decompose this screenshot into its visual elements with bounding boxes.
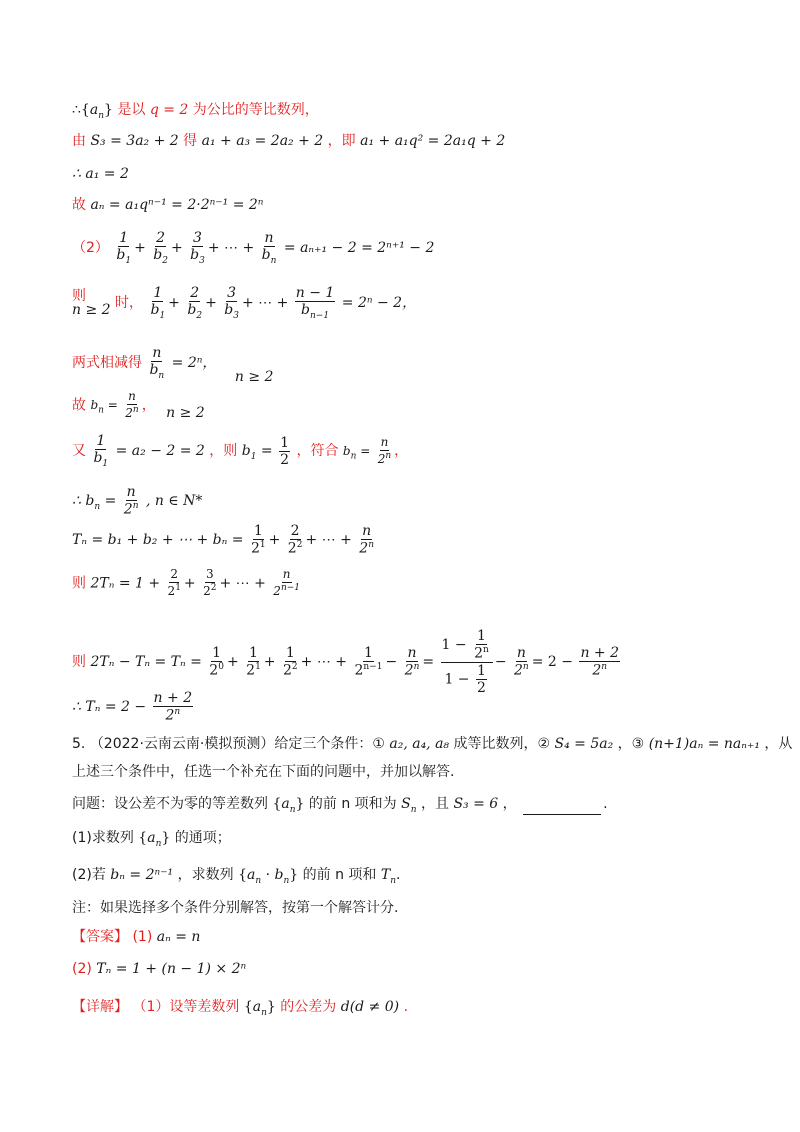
expr-ratio: = 2ⁿ，: [171, 355, 217, 372]
answer-1-number: (1): [132, 929, 153, 945]
line-12: 则 2Tₙ = 1 + $\frac{2}{2^1}$ + $\frac{3}{2^2}$ + ⋯ + $\frac{n}{2^{n-1}}$: [72, 567, 301, 598]
line-6: 则 n ≥ 2 时， $\frac{1}{b_1}$ + $\frac{2}{b_2}$ + $\frac{3}{b_3}$ + ⋯ + $\frac{n - 1}{b_{n-1}}$ = 2ⁿ − 2，: [72, 285, 417, 321]
question-text: 问题：设公差不为零的等差数列: [72, 796, 268, 812]
part-1-text-2: 的通项；: [174, 830, 231, 846]
expr-2tn: 2Tₙ = 1 +: [90, 575, 161, 592]
expr-s3: S₃ = 3a₂ + 2: [90, 133, 179, 149]
text-therefore: 故: [72, 397, 86, 414]
fill-in-blank: [523, 814, 601, 815]
expr-a1a3: a₁ + a₃ = 2a₂ + 2: [201, 133, 324, 149]
expr-domain: , n ∈ N*: [145, 492, 203, 509]
part-1-question: (1)求数列 $\{a_n\}$ 的通项；: [72, 830, 231, 849]
answer-1: aₙ = n: [156, 929, 201, 945]
condition-2-text: ，③: [617, 736, 645, 752]
problem-5-line-2: 上述三个条件中，任选一个补充在下面的问题中，并加以解答.: [72, 764, 455, 780]
condition-3-text: ，从: [764, 736, 793, 752]
text-matches: ，符合: [296, 443, 339, 460]
answer-2-number: (2): [72, 961, 92, 977]
part-2-period: .: [396, 867, 401, 883]
text-then-b1: ，则: [209, 443, 238, 460]
question-text-3: ，且: [420, 796, 449, 812]
cond-n-ge-2: n ≥ 2: [72, 302, 111, 319]
answer-tag: 【答案】: [72, 929, 128, 945]
part-2-label: （2）: [72, 240, 109, 257]
text-therefore: 故: [72, 197, 86, 213]
text-then: 则: [72, 288, 86, 305]
expr-tn-def: Tₙ = b₁ + b₂ + ⋯ + bₙ =: [72, 531, 244, 548]
text-then: 则: [72, 575, 86, 592]
bn-definition: bₙ = 2ⁿ⁻¹: [110, 867, 174, 883]
line-4: [72, 198, 263, 212]
detail-tag: 【详解】: [72, 999, 128, 1015]
part-2-text-2: ，求数列: [177, 867, 234, 883]
therefore-sequence: $\therefore\{a_n\}$: [72, 102, 113, 121]
detail-text-2: 的公差为: [280, 999, 337, 1015]
text-also: 又: [72, 443, 86, 460]
text-is: 是以: [117, 102, 146, 118]
question-text-2: 的前 n 项和为: [308, 796, 397, 812]
text-when: 时，: [115, 295, 144, 312]
expr-difference: 2Tₙ − Tₙ = Tₙ =: [90, 654, 202, 671]
part-2-text-3: 的前 n 项和: [302, 867, 377, 883]
problem-note: 注：如果选择多个条件分别解答，按第一个解答计分.: [72, 900, 399, 916]
s3-value: S₃ = 6: [453, 796, 499, 812]
condition-3: (n+1)aₙ = naₙ₊₁: [648, 736, 760, 752]
line-1: [72, 103, 319, 121]
text-then: 则: [72, 654, 86, 671]
problem-number: 5.: [72, 736, 86, 752]
question-period: .: [603, 796, 608, 812]
detail-line: 【详解】 （1）设等差数列 $\{a_n\}$ 的公差为 d(d ≠ 0) .: [72, 999, 409, 1018]
text-subtract: 两式相减得: [72, 355, 142, 372]
detail-text: （1）设等差数列: [132, 999, 240, 1015]
cond-n-ge-2: n ≥ 2: [166, 405, 205, 422]
expr-a1q: a₁ + a₁q² = 2a₁q + 2: [360, 133, 506, 149]
text-from: 由: [72, 133, 86, 149]
answer-line-2: [72, 962, 246, 976]
problem-question: 问题：设公差不为零的等差数列 $\{a_n\}$ 的前 n 项和为 $S_n$ ，且 S₃ = 6 ， .: [72, 796, 608, 815]
line-9: 又 $\frac{1}{b_1}$ = a₂ − 2 = 2 ，则 $b_1$ = $\frac{1}{2}$ ，符合 $b_n$ = $\frac{n}{2^n}$ ，: [72, 433, 409, 469]
text-ratio: 为公比的等比数列，: [192, 102, 319, 118]
common-difference: d(d ≠ 0): [340, 999, 400, 1015]
detail-period: .: [403, 999, 409, 1015]
cond-n-ge-2: n ≥ 2: [234, 369, 274, 386]
part-2-text: (2)若: [72, 867, 106, 883]
problem-5-line-1: [72, 737, 792, 751]
part-1-text: (1)求数列: [72, 830, 134, 846]
expr-tn-result: ∴ Tₙ = 2 −: [72, 698, 147, 715]
line-11: Tₙ = b₁ + b₂ + ⋯ + bₙ = $\frac{1}{2^1}$ + $\frac{2}{2^2}$ + ⋯ + $\frac{n}{2^n}$: [72, 523, 374, 557]
expr-sum-result: = aₙ₊₁ − 2 = 2ⁿ⁺¹ − 2: [283, 240, 435, 257]
line-5: （2） $\frac{1}{b_1}$ + $\frac{2}{b_2}$ + $\frac{3}{b_3}$ + ⋯ + $\frac{n}{b_n}$ = aₙ₊₁ − 2 = 2ⁿ⁺¹ − 2: [72, 230, 435, 266]
answer-2: Tₙ = 1 + (n − 1) × 2ⁿ: [96, 961, 247, 977]
line-13: 则 2Tₙ − Tₙ = Tₙ = $\frac{1}{2^0}$ + $\frac{1}{2^1}$ + $\frac{1}{2^2}$ + ⋯ + $\frac{1}{2^{n-1}}$ − $\frac{n}{2^n}$ = 1 − $\frac{1}{2^n}$ 1 − $\frac{1}{2}$ − $\frac{n}{2^n}$ = 2 − $\frac{n + 2}{2^n}$: [72, 628, 619, 696]
question-comma: ，: [502, 796, 517, 812]
text-namely: ，即: [327, 133, 356, 149]
problem-source: （2022·云南云南·模拟预测）给定三个条件：①: [89, 736, 385, 752]
line-14: ∴ Tₙ = 2 − $\frac{n + 2}{2^n}$: [72, 690, 193, 724]
part-2-question: (2)若 bₙ = 2ⁿ⁻¹ ，求数列 $\{a_n \cdot b_n\}$ 的前 n 项和 $T_n$.: [72, 867, 401, 886]
line-7: 两式相减得 $\frac{n}{b_n}$ = 2ⁿ， n ≥ 2: [72, 345, 274, 386]
expr-an: aₙ = a₁qⁿ⁻¹ = 2·2ⁿ⁻¹ = 2ⁿ: [90, 197, 264, 213]
expr-sum-prev: = 2ⁿ − 2，: [341, 295, 417, 312]
line-10: ∴ $b_n$ = $\frac{n}{2^n}$ , n ∈ N*: [72, 484, 203, 518]
answer-line-1: [72, 930, 200, 944]
line-8: 故 $b_n$ = $\frac{n}{2^n}$ ， n ≥ 2: [72, 389, 205, 422]
ratio-expression: q = 2: [149, 102, 189, 118]
condition-1-text: 成等比数列，②: [453, 736, 551, 752]
line-3: ∴ a₁ = 2: [72, 166, 129, 182]
expr-b1-check: = a₂ − 2 = 2: [115, 443, 205, 460]
line-2: [72, 134, 505, 148]
text-get: 得: [183, 133, 198, 149]
condition-1: a₂, a₄, a₈: [389, 736, 450, 752]
condition-2: S₄ = 5a₂: [554, 736, 614, 752]
